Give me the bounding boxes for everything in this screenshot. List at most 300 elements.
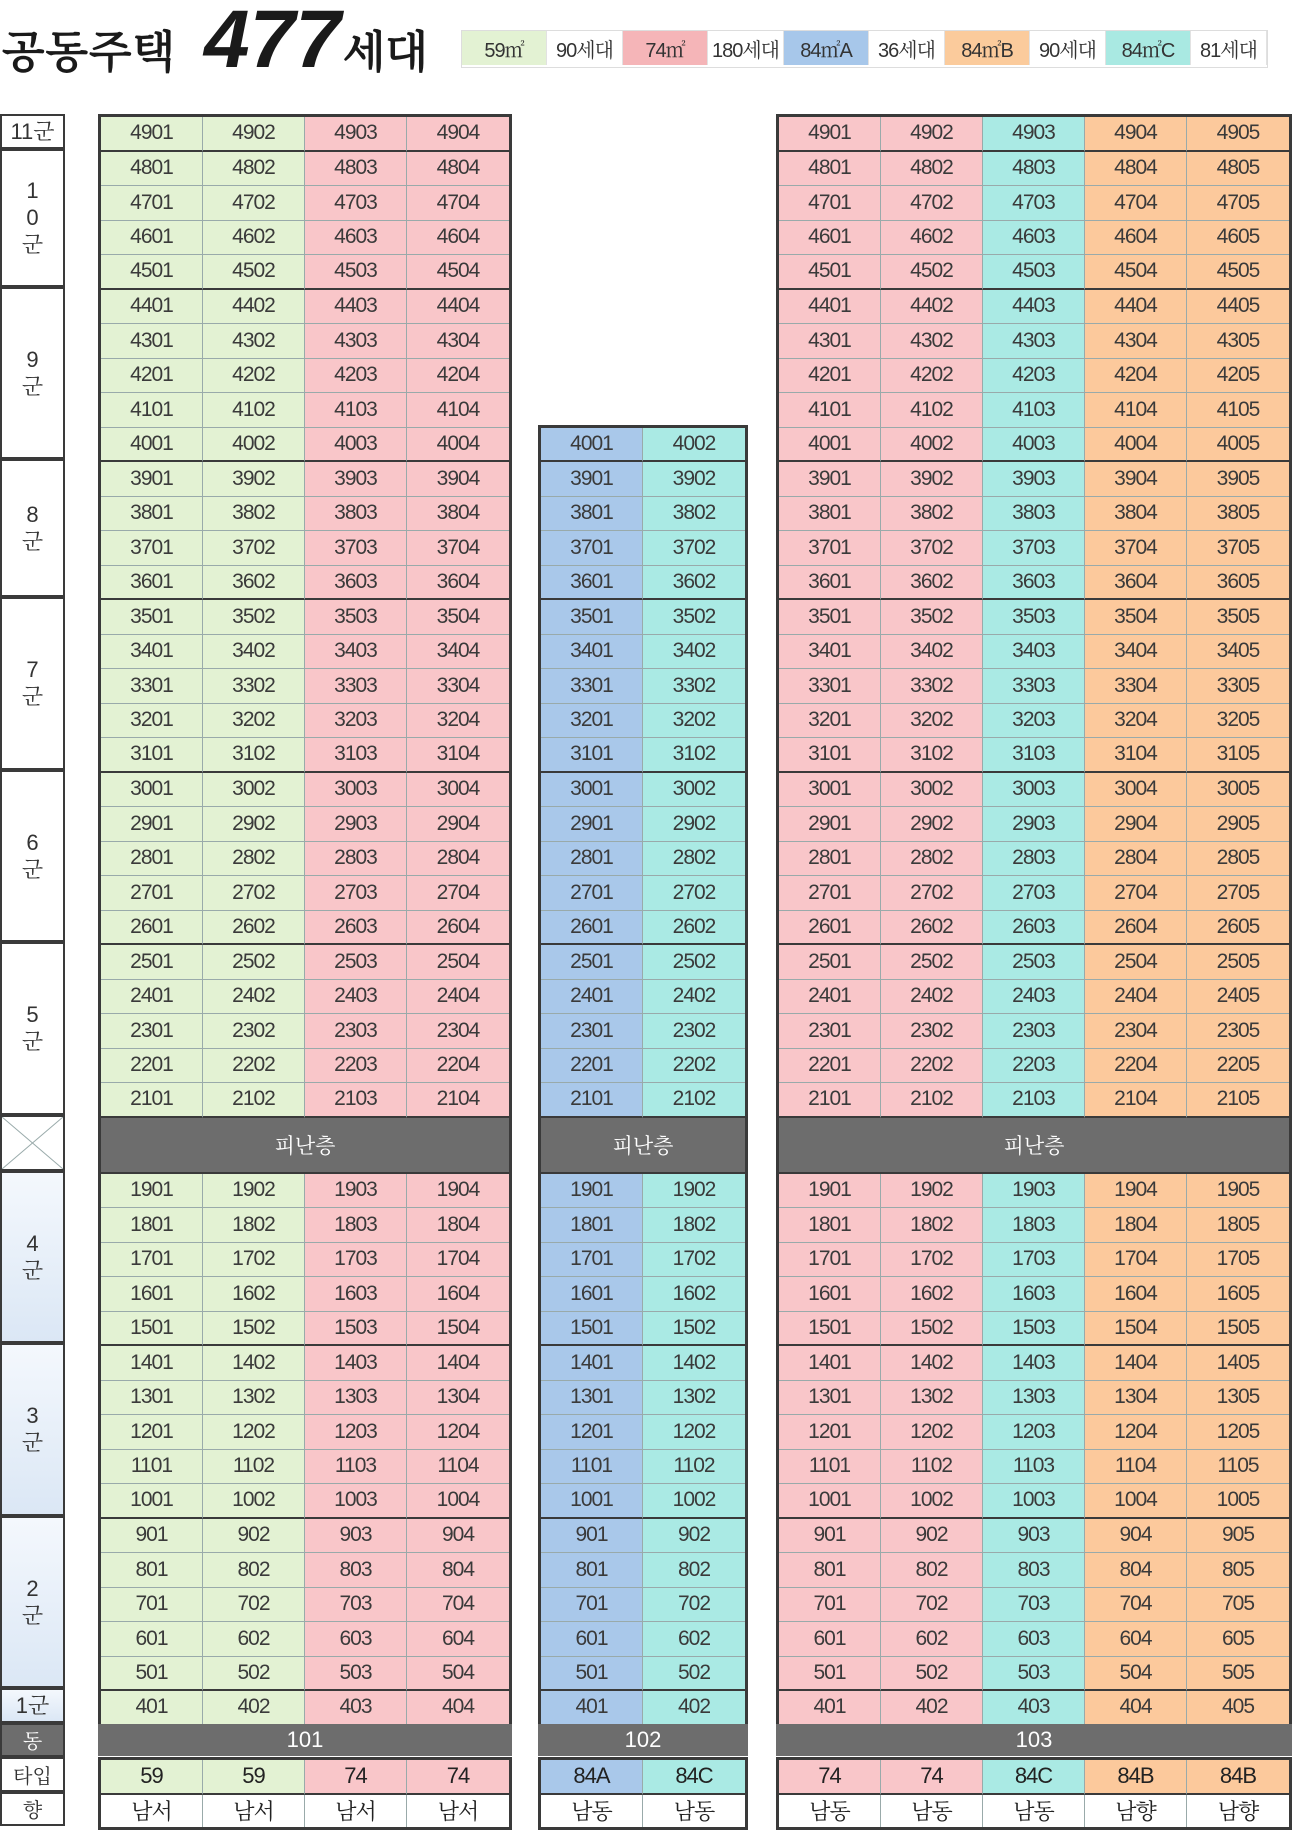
unit-cell: 3805 xyxy=(1187,497,1289,532)
unit-cell: 4205 xyxy=(1187,359,1289,394)
unit-cell: 1304 xyxy=(407,1381,509,1416)
unit-cell: 3501 xyxy=(101,600,203,635)
unit-type: 84C xyxy=(983,1760,1085,1795)
unit-cell: 1603 xyxy=(983,1277,1085,1312)
unit-cell: 3301 xyxy=(541,669,643,704)
unit-cell: 2501 xyxy=(101,945,203,980)
unit-cell: 1002 xyxy=(203,1484,305,1519)
unit-cell: 2402 xyxy=(203,980,305,1015)
floor-row xyxy=(779,1691,1289,1726)
unit-cell: 4904 xyxy=(1085,117,1187,152)
meta-label-building: 동 xyxy=(0,1723,65,1758)
unit-cell: 4303 xyxy=(305,324,407,359)
floor-row xyxy=(101,393,509,428)
unit-cell: 503 xyxy=(983,1657,1085,1692)
unit-cell: 601 xyxy=(779,1622,881,1657)
unit-cell: 4103 xyxy=(983,393,1085,428)
unit-cell: 2804 xyxy=(1085,842,1187,877)
unit-cell: 2104 xyxy=(407,1083,509,1118)
unit-cell: 1905 xyxy=(1187,1174,1289,1209)
group-label-text: 3군 xyxy=(21,1403,44,1456)
type-row xyxy=(541,1760,745,1795)
floor-group-label xyxy=(0,1343,65,1516)
floor-row xyxy=(779,945,1289,980)
unit-cell: 2102 xyxy=(203,1083,305,1118)
unit-cell: 3103 xyxy=(305,738,407,773)
unit-cell: 4903 xyxy=(305,117,407,152)
legend-count-2: 36세대 xyxy=(869,31,945,65)
unit-cell: 3305 xyxy=(1187,669,1289,704)
unit-cell: 1703 xyxy=(983,1243,1085,1278)
floor-row xyxy=(541,1346,745,1381)
floor-row xyxy=(779,566,1289,601)
unit-cell: 1204 xyxy=(1085,1415,1187,1450)
refuge-floor: 피난층 xyxy=(541,1118,745,1174)
unit-cell: 3802 xyxy=(203,497,305,532)
unit-cell: 703 xyxy=(983,1588,1085,1623)
unit-cell: 4602 xyxy=(881,221,983,256)
unit-cell: 3003 xyxy=(983,773,1085,808)
legend-count-1: 180세대 xyxy=(708,31,784,65)
legend-type-4: 84㎡C xyxy=(1106,31,1191,65)
unit-cell: 4005 xyxy=(1187,428,1289,463)
unit-cell: 1504 xyxy=(1085,1312,1187,1347)
floor-row xyxy=(101,669,509,704)
unit-cell: 2404 xyxy=(1085,980,1187,1015)
unit-cell: 3001 xyxy=(779,773,881,808)
unit-cell: 3004 xyxy=(407,773,509,808)
unit-cell: 1804 xyxy=(1085,1208,1187,1243)
unit-cell: 502 xyxy=(643,1657,745,1692)
unit-cell: 601 xyxy=(541,1622,643,1657)
floor-row xyxy=(779,359,1289,394)
unit-cell: 1304 xyxy=(1085,1381,1187,1416)
unit-cell: 401 xyxy=(101,1691,203,1726)
floor-row xyxy=(779,1450,1289,1485)
unit-cell: 4401 xyxy=(101,290,203,325)
unit-cell: 403 xyxy=(305,1691,407,1726)
unit-cell: 2204 xyxy=(407,1049,509,1084)
floor-row xyxy=(101,1553,509,1588)
floor-row xyxy=(541,1588,745,1623)
unit-cell: 2605 xyxy=(1187,911,1289,946)
unit-cell: 4705 xyxy=(1187,186,1289,221)
unit-cell: 1703 xyxy=(305,1243,407,1278)
unit-cell: 704 xyxy=(1085,1588,1187,1623)
unit-cell: 4501 xyxy=(779,255,881,290)
unit-cell: 502 xyxy=(203,1657,305,1692)
legend-count-3: 90세대 xyxy=(1030,31,1106,65)
unit-cell: 2101 xyxy=(779,1083,881,1118)
unit-cell: 1301 xyxy=(541,1381,643,1416)
unit-cell: 3501 xyxy=(541,600,643,635)
floor-row xyxy=(101,566,509,601)
unit-cell: 4004 xyxy=(407,428,509,463)
unit-cell: 1001 xyxy=(779,1484,881,1519)
unit-cell: 1802 xyxy=(203,1208,305,1243)
floor-row xyxy=(101,255,509,290)
unit-cell: 4504 xyxy=(1085,255,1187,290)
floor-row xyxy=(779,1381,1289,1416)
unit-cell: 2701 xyxy=(541,876,643,911)
floor-group-label xyxy=(0,287,65,460)
unit-cell: 3104 xyxy=(1085,738,1187,773)
unit-cell: 1401 xyxy=(541,1346,643,1381)
unit-cell: 2301 xyxy=(541,1014,643,1049)
unit-cell: 2402 xyxy=(643,980,745,1015)
floor-row xyxy=(779,1622,1289,1657)
unit-cell: 1201 xyxy=(101,1415,203,1450)
floor-row xyxy=(779,117,1289,152)
unit-cell: 705 xyxy=(1187,1588,1289,1623)
floor-row xyxy=(779,876,1289,911)
legend-count-0: 90세대 xyxy=(547,31,623,65)
unit-cell: 405 xyxy=(1187,1691,1289,1726)
group-label-text: 9군 xyxy=(21,346,44,399)
unit-cell: 4101 xyxy=(101,393,203,428)
unit-cell: 1805 xyxy=(1187,1208,1289,1243)
unit-cell: 1003 xyxy=(983,1484,1085,1519)
unit-cell: 1301 xyxy=(101,1381,203,1416)
unit-cell: 404 xyxy=(1085,1691,1187,1726)
floor-row xyxy=(541,462,745,497)
unit-cell: 1503 xyxy=(983,1312,1085,1347)
unit-cell: 1502 xyxy=(881,1312,983,1347)
unit-cell: 1402 xyxy=(203,1346,305,1381)
unit-cell: 4305 xyxy=(1187,324,1289,359)
unit-cell: 605 xyxy=(1187,1622,1289,1657)
floor-row xyxy=(101,497,509,532)
unit-cell: 2201 xyxy=(541,1049,643,1084)
page-title xyxy=(2,0,428,85)
unit-cell: 3004 xyxy=(1085,773,1187,808)
unit-cell: 1701 xyxy=(541,1243,643,1278)
floor-row xyxy=(101,1519,509,1554)
floor-row xyxy=(779,462,1289,497)
unit-cell: 604 xyxy=(407,1622,509,1657)
unit-cell: 3702 xyxy=(881,531,983,566)
unit-cell: 2902 xyxy=(643,807,745,842)
unit-cell: 1902 xyxy=(643,1174,745,1209)
unit-cell: 2902 xyxy=(881,807,983,842)
floor-row xyxy=(101,462,509,497)
floor-group-label xyxy=(0,149,65,287)
unit-type: 74 xyxy=(779,1760,881,1795)
unit-cell: 2703 xyxy=(305,876,407,911)
unit-cell: 4805 xyxy=(1187,152,1289,187)
group-label-text: 5군 xyxy=(21,1002,44,1055)
unit-cell: 2503 xyxy=(983,945,1085,980)
unit-cell: 3705 xyxy=(1187,531,1289,566)
unit-cell: 3304 xyxy=(407,669,509,704)
unit-cell: 1802 xyxy=(881,1208,983,1243)
unit-cell: 802 xyxy=(203,1553,305,1588)
unit-cell: 2103 xyxy=(305,1083,407,1118)
floor-row xyxy=(779,1346,1289,1381)
unit-cell: 2303 xyxy=(983,1014,1085,1049)
meta-label-type: 타입 xyxy=(0,1757,65,1792)
unit-cell: 3102 xyxy=(203,738,305,773)
unit-cell: 4905 xyxy=(1187,117,1289,152)
unit-cell: 2905 xyxy=(1187,807,1289,842)
unit-cell: 2703 xyxy=(983,876,1085,911)
unit-cell: 1901 xyxy=(541,1174,643,1209)
unit-cell: 4302 xyxy=(203,324,305,359)
unit-cell: 1203 xyxy=(983,1415,1085,1450)
unit-cell: 4401 xyxy=(779,290,881,325)
legend-type-3: 84㎡B xyxy=(945,31,1030,65)
unit-cell: 1001 xyxy=(541,1484,643,1519)
unit-cell: 4402 xyxy=(881,290,983,325)
unit-cell: 2801 xyxy=(101,842,203,877)
floor-row xyxy=(541,1657,745,1692)
unit-cell: 1103 xyxy=(305,1450,407,1485)
unit-cell: 3403 xyxy=(983,635,1085,670)
unit-cell: 3201 xyxy=(779,704,881,739)
floor-row xyxy=(779,497,1289,532)
unit-cell: 4103 xyxy=(305,393,407,428)
floor-row xyxy=(101,738,509,773)
unit-cell: 402 xyxy=(203,1691,305,1726)
floor-row xyxy=(779,773,1289,808)
unit-cell: 1505 xyxy=(1187,1312,1289,1347)
unit-cell: 3101 xyxy=(541,738,643,773)
unit-cell: 3901 xyxy=(101,462,203,497)
unit-cell: 3203 xyxy=(305,704,407,739)
floor-row xyxy=(779,324,1289,359)
building-name: 103 xyxy=(776,1724,1292,1757)
unit-cell: 2405 xyxy=(1187,980,1289,1015)
floor-row xyxy=(779,669,1289,704)
floor-row xyxy=(541,497,745,532)
unit-cell: 402 xyxy=(881,1691,983,1726)
unit-cell: 3902 xyxy=(203,462,305,497)
unit-cell: 4601 xyxy=(101,221,203,256)
unit-cell: 3602 xyxy=(881,566,983,601)
unit-cell: 4004 xyxy=(1085,428,1187,463)
unit-cell: 4304 xyxy=(407,324,509,359)
unit-cell: 2304 xyxy=(407,1014,509,1049)
floor-row xyxy=(779,1049,1289,1084)
unit-cell: 903 xyxy=(983,1519,1085,1554)
unit-cell: 601 xyxy=(101,1622,203,1657)
unit-cell: 2903 xyxy=(983,807,1085,842)
unit-cell: 3903 xyxy=(305,462,407,497)
unit-cell: 603 xyxy=(305,1622,407,1657)
unit-cell: 4902 xyxy=(203,117,305,152)
unit-cell: 701 xyxy=(779,1588,881,1623)
unit-cell: 4002 xyxy=(203,428,305,463)
unit-cell: 1501 xyxy=(101,1312,203,1347)
unit-cell: 504 xyxy=(407,1657,509,1692)
unit-cell: 2401 xyxy=(101,980,203,1015)
unit-cell: 2904 xyxy=(407,807,509,842)
unit-cell: 4201 xyxy=(101,359,203,394)
unit-cell: 4402 xyxy=(203,290,305,325)
unit-cell: 3902 xyxy=(643,462,745,497)
unit-cell: 3104 xyxy=(407,738,509,773)
unit-cell: 2603 xyxy=(983,911,1085,946)
unit-cell: 3702 xyxy=(643,531,745,566)
unit-cell: 1105 xyxy=(1187,1450,1289,1485)
unit-cell: 2802 xyxy=(643,842,745,877)
floor-row xyxy=(779,1657,1289,1692)
floor-row xyxy=(779,255,1289,290)
unit-cell: 1301 xyxy=(779,1381,881,1416)
floor-row xyxy=(541,1083,745,1118)
floor-row xyxy=(779,980,1289,1015)
floor-group-label xyxy=(0,1171,65,1344)
unit-cell: 602 xyxy=(643,1622,745,1657)
unit-cell: 2801 xyxy=(779,842,881,877)
floor-row xyxy=(101,290,509,325)
floor-row xyxy=(101,1484,509,1519)
unit-direction: 남동 xyxy=(983,1795,1085,1828)
unit-cell: 2202 xyxy=(643,1049,745,1084)
unit-cell: 2501 xyxy=(779,945,881,980)
unit-cell: 704 xyxy=(407,1588,509,1623)
floor-row xyxy=(101,1622,509,1657)
floor-row xyxy=(541,1312,745,1347)
unit-type: 84B xyxy=(1085,1760,1187,1795)
floor-row xyxy=(779,807,1289,842)
unit-cell: 4801 xyxy=(779,152,881,187)
unit-cell: 3604 xyxy=(407,566,509,601)
floor-row xyxy=(541,876,745,911)
floor-row xyxy=(541,1691,745,1726)
unit-cell: 4301 xyxy=(101,324,203,359)
floor-row xyxy=(101,1014,509,1049)
unit-cell: 2603 xyxy=(305,911,407,946)
unit-cell: 1601 xyxy=(101,1277,203,1312)
unit-cell: 4104 xyxy=(407,393,509,428)
floor-row xyxy=(779,1312,1289,1347)
unit-count: 477 xyxy=(204,0,341,85)
unit-cell: 3505 xyxy=(1187,600,1289,635)
unit-cell: 1101 xyxy=(541,1450,643,1485)
unit-cell: 4802 xyxy=(203,152,305,187)
floor-group-label xyxy=(0,114,65,149)
unit-cell: 1503 xyxy=(305,1312,407,1347)
unit-cell: 1005 xyxy=(1187,1484,1289,1519)
floor-row xyxy=(101,1415,509,1450)
unit-cell: 2702 xyxy=(643,876,745,911)
unit-cell: 701 xyxy=(101,1588,203,1623)
floor-row xyxy=(541,842,745,877)
floor-row xyxy=(779,1243,1289,1278)
floor-row xyxy=(541,704,745,739)
unit-cell: 1904 xyxy=(1085,1174,1187,1209)
unit-cell: 3403 xyxy=(305,635,407,670)
unit-cell: 2601 xyxy=(101,911,203,946)
unit-cell: 3202 xyxy=(203,704,305,739)
unit-cell: 2801 xyxy=(541,842,643,877)
floor-row xyxy=(101,1657,509,1692)
unit-cell: 2705 xyxy=(1187,876,1289,911)
unit-cell: 3402 xyxy=(643,635,745,670)
unit-cell: 3801 xyxy=(541,497,643,532)
unit-cell: 2805 xyxy=(1187,842,1289,877)
floor-row xyxy=(541,1381,745,1416)
floor-row xyxy=(779,704,1289,739)
unit-cell: 602 xyxy=(881,1622,983,1657)
unit-cell: 3605 xyxy=(1187,566,1289,601)
type-legend xyxy=(461,30,1268,68)
unit-cell: 2804 xyxy=(407,842,509,877)
unit-cell: 3502 xyxy=(881,600,983,635)
unit-cell: 1202 xyxy=(643,1415,745,1450)
unit-cell: 1202 xyxy=(203,1415,305,1450)
floor-row xyxy=(101,635,509,670)
unit-cell: 901 xyxy=(779,1519,881,1554)
floor-row xyxy=(101,221,509,256)
unit-cell: 2701 xyxy=(779,876,881,911)
unit-cell: 2402 xyxy=(881,980,983,1015)
unit-cell: 1401 xyxy=(101,1346,203,1381)
unit-cell: 702 xyxy=(881,1588,983,1623)
unit-cell: 1403 xyxy=(305,1346,407,1381)
unit-cell: 3101 xyxy=(779,738,881,773)
unit-cell: 3202 xyxy=(643,704,745,739)
unit-cell: 2504 xyxy=(407,945,509,980)
floor-row xyxy=(101,1381,509,1416)
unit-cell: 2301 xyxy=(101,1014,203,1049)
unit-cell: 2904 xyxy=(1085,807,1187,842)
unit-cell: 1702 xyxy=(643,1243,745,1278)
unit-cell: 2401 xyxy=(779,980,881,1015)
legend-count-4: 81세대 xyxy=(1191,31,1267,65)
unit-cell: 4203 xyxy=(305,359,407,394)
unit-direction: 남서 xyxy=(407,1795,509,1828)
unit-cell: 3401 xyxy=(101,635,203,670)
unit-cell: 3802 xyxy=(643,497,745,532)
unit-direction: 남동 xyxy=(779,1795,881,1828)
floor-row xyxy=(541,1622,745,1657)
floor-row xyxy=(101,324,509,359)
floor-row xyxy=(101,704,509,739)
floor-row xyxy=(541,531,745,566)
unit-cell: 3304 xyxy=(1085,669,1187,704)
unit-cell: 1603 xyxy=(305,1277,407,1312)
unit-cell: 604 xyxy=(1085,1622,1187,1657)
type-row xyxy=(779,1760,1289,1795)
unit-cell: 3504 xyxy=(407,600,509,635)
unit-cell: 4702 xyxy=(203,186,305,221)
unit-cell: 3504 xyxy=(1085,600,1187,635)
unit-cell: 1201 xyxy=(541,1415,643,1450)
unit-cell: 2103 xyxy=(983,1083,1085,1118)
floor-row xyxy=(101,1243,509,1278)
unit-cell: 4604 xyxy=(407,221,509,256)
floor-row xyxy=(779,1553,1289,1588)
floor-row xyxy=(541,773,745,808)
floor-row xyxy=(779,1415,1289,1450)
legend-type-2: 84㎡A xyxy=(784,31,869,65)
group-label-text: 7군 xyxy=(21,657,44,710)
unit-cell: 1502 xyxy=(643,1312,745,1347)
floor-row xyxy=(779,738,1289,773)
unit-cell: 4001 xyxy=(541,428,643,463)
unit-cell: 2802 xyxy=(203,842,305,877)
floor-row xyxy=(541,600,745,635)
unit-cell: 3303 xyxy=(983,669,1085,704)
unit-cell: 1401 xyxy=(779,1346,881,1381)
unit-cell: 1202 xyxy=(881,1415,983,1450)
refuge-floor-marker xyxy=(0,1115,65,1171)
unit-cell: 2901 xyxy=(101,807,203,842)
unit-cell: 4502 xyxy=(203,255,305,290)
unit-type: 74 xyxy=(407,1760,509,1795)
